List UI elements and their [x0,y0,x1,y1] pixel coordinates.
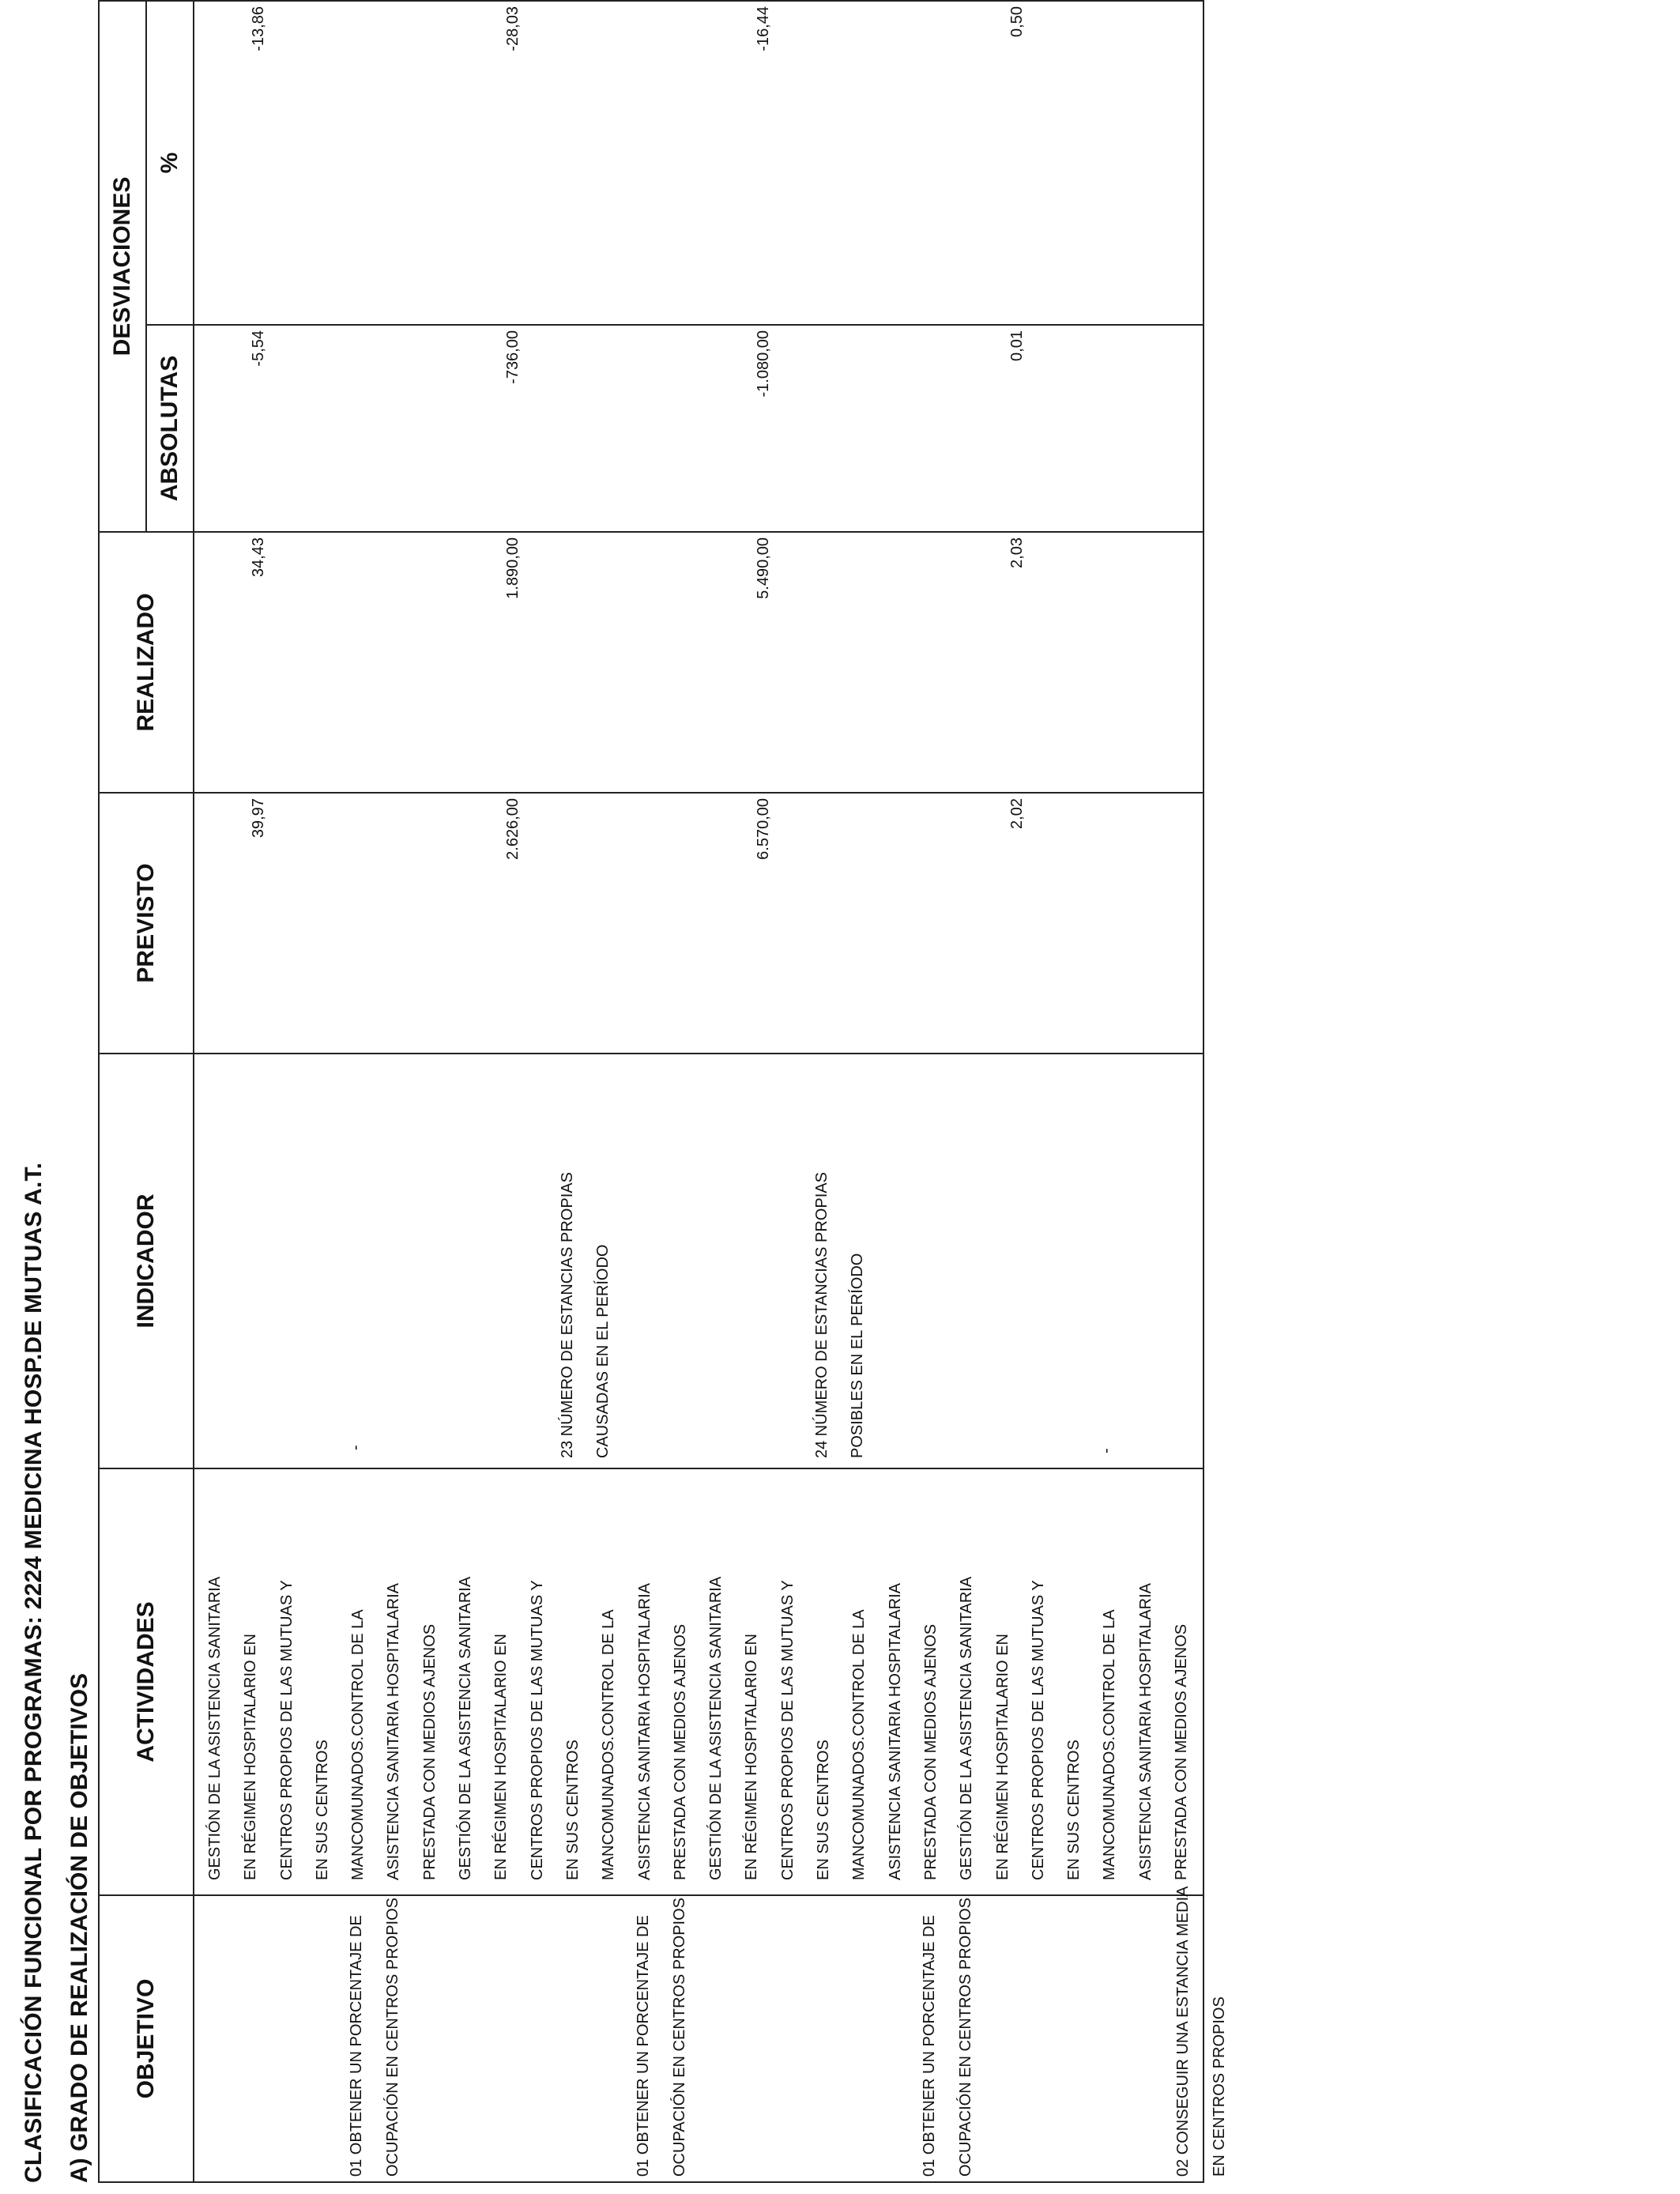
header-porcentaje: % [146,1,194,325]
previsto-value-2: 2.626,00 [504,798,522,860]
indicator-1: - [347,1445,364,1450]
realizado-value-1: 34,43 [250,537,267,578]
indicador-cell [194,1054,1203,1468]
previsto-cell [194,793,1203,1054]
header-objetivo: OBJETIVO [99,1895,194,2182]
porcentaje-cell [194,1,1203,325]
absolutas-value-1: -5,54 [250,330,267,367]
page-title: CLASIFICACIÓN FUNCIONAL POR PROGRAMAS: 2224 MEDICINA HOSP.DE MUTUAS A.T. [21,1162,47,2183]
porcentaje-value-2: -28,03 [504,6,522,51]
header-indicador: INDICADOR [99,1054,194,1468]
porcentaje-value-1: -13,86 [250,6,267,51]
absolutas-value-4: 0,01 [1008,330,1026,361]
objective-2: 01 OBTENER UN PORCENTAJE DE OCUPACIÓN EN CENTROS PROPIOS [635,1897,688,2177]
objetivo-cell [194,1886,1228,2182]
actividades-cell [194,1468,1203,1895]
objective-4: 02 CONSEGUIR UNA ESTANCIA MEDIA EN CENTROS PROPIOS [1174,1886,1228,2177]
objective-3: 01 OBTENER UN PORCENTAJE DE OCUPACIÓN EN CENTROS PROPIOS [921,1897,974,2177]
previsto-value-4: 2,02 [1008,798,1026,829]
porcentaje-value-3: -16,44 [755,6,772,51]
header-absolutas: ABSOLUTAS [146,325,194,532]
previsto-value-1: 39,97 [250,798,267,839]
porcentaje-value-4: 0,50 [1008,6,1026,37]
header-realizado: REALIZADO [99,532,194,793]
realizado-value-3: 5.490,00 [755,537,772,599]
indicator-4: - [1098,1448,1115,1453]
previsto-value-3: 6.570,00 [755,798,772,860]
header-actividades: ACTIVIDADES [99,1468,194,1895]
indicator-3: 24 NÚMERO DE ESTANCIAS PROPIAS POSIBLES EN EL PERÍODO [813,1172,867,1458]
realizado-value-2: 1.890,00 [504,537,522,599]
indicator-2: 23 NÚMERO DE ESTANCIAS PROPIAS CAUSADAS EN EL PERÍODO [559,1172,612,1458]
realizado-cell [194,532,1203,793]
absolutas-value-3: -1.080,00 [755,330,772,398]
absolutas-value-2: -736,00 [504,330,522,384]
activities-text: GESTIÓN DE LA ASISTENCIA SANITARIA EN RÉGIMEN HOSPITALARIO EN CENTROS PROPIOS DE LAS MUTUAS Y EN SUS CENTROS MANCOMUNADOS.CONTROL DE LA ASISTENCIA SANITARIA HOSPITALARIA PRESTADA CON MEDIOS AJENOS GESTIÓN DE LA ASISTENCIA SANITARIA EN RÉGIMEN HOSPITALARIO EN CENTROS PROPIOS DE LAS MUTUAS Y EN SUS CENTROS MANCOMUNADOS.CONTROL DE LA ASISTENCIA SANITARIA HOSPITALARIA PRESTADA CON MEDIOS AJENOS GESTIÓN DE LA ASISTENCIA SANITARIA EN RÉGIMEN HOSPITALARIO EN CENTROS PROPIOS DE LAS MUTUAS Y EN SUS CENTROS MANCOMUNADOS.CONTROL DE LA ASISTENCIA SANITARIA HOSPITALARIA PRESTADA CON MEDIOS AJENOS GESTIÓN DE LA ASISTENCIA SANITARIA EN RÉGIMEN HOSPITALARIO EN CENTROS PROPIOS DE LAS MUTUAS Y EN SUS CENTROS MANCOMUNADOS.CONTROL DE LA ASISTENCIA SANITARIA HOSPITALARIA PRESTADA CON MEDIOS AJENOS [206,1576,1191,1880]
objective-1: 01 OBTENER UN PORCENTAJE DE OCUPACIÓN EN CENTROS PROPIOS [348,1897,401,2177]
absolutas-cell [194,325,1203,532]
header-desviaciones: DESVIACIONES [99,1,146,532]
realizado-value-4: 2,03 [1008,537,1026,568]
section-subtitle: A) GRADO DE REALIZACIÓN DE OBJETIVOS [66,1672,92,2183]
objectives-table [98,0,1228,2183]
header-previsto: PREVISTO [99,793,194,1054]
